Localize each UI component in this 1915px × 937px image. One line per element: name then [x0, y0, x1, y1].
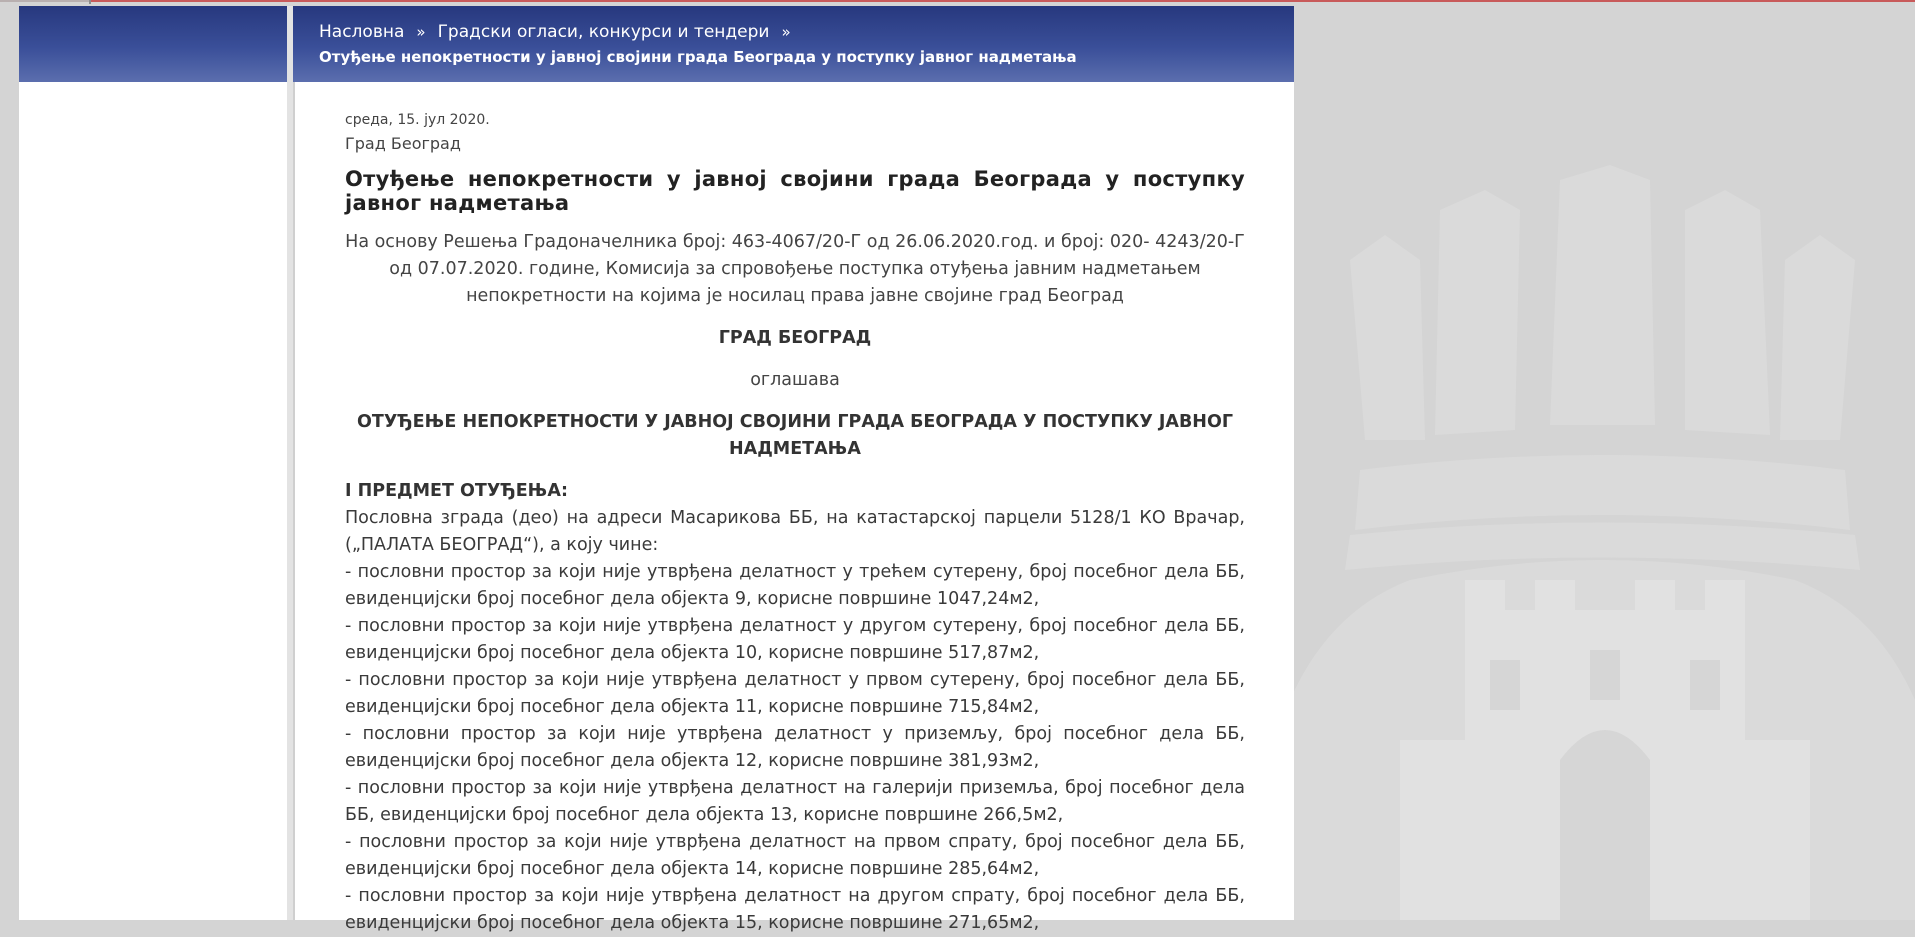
article-date: среда, 15. јул 2020. [345, 112, 490, 128]
announcement-heading: ОТУЂЕЊЕ НЕПОКРЕТНОСТИ У ЈАВНОЈ СВОЈИНИ ГРАДА БЕОГРАДА У ПОСТУПКУ ЈАВНОГ НАДМЕТАЊА [357, 412, 1233, 459]
breadcrumb-category-link[interactable]: Градски огласи, конкурси и тендери [437, 22, 770, 42]
article [345, 110, 1245, 937]
issuer-heading: ГРАД БЕОГРАД [718, 328, 872, 348]
top-tick [89, 0, 91, 4]
breadcrumb-current: Отуђење непокретности у јавној својини града Београда у поступку јавног надметања [319, 48, 1077, 66]
page-title: Отуђење непокретности у јавној својини града Београда у поступку јавног надметања [345, 167, 1245, 215]
list-item: - пословни простор за који није утврђена делатност у трећем сутерену, број посебног дела ББ, евиденцијски број посебног дела објекта 9, корисне површине 1047,24м2, [345, 562, 1245, 609]
sidebar-header-band [19, 6, 287, 82]
announces-text: оглашава [750, 370, 840, 390]
list-item: - пословни простор за који није утврђена делатност у приземљу, број посебног дела ББ, евиденцијски број посебног дела објекта 12, корисне површине 381,93м2, [345, 724, 1245, 771]
breadcrumb-header [293, 6, 1294, 82]
list-item: - пословни простор за који није утврђена делатност на галерији приземља, број посебног дела ББ, евиденцијски број посебног дела објекта 13, корисне површине 266,5м2, [345, 778, 1245, 825]
section-title: I ПРЕДМЕТ ОТУЂЕЊА: [345, 481, 568, 501]
top-border [0, 0, 1915, 2]
breadcrumb [319, 22, 803, 42]
list-item: - пословни простор за који није утврђена делатност на другом спрату, број посебног дела ББ, евиденцијски број посебног дела објекта 15, корисне површине 271,65м2, [345, 886, 1245, 933]
list-item: - пословни простор за који није утврђена делатност у другом сутерену, број посебног дела ББ, евиденцијски број посебног дела објекта 10, корисне површине 517,87м2, [345, 616, 1245, 663]
left-sidebar [19, 6, 287, 920]
top-accent-line [90, 0, 1915, 2]
breadcrumb-home-link[interactable]: Насловна [319, 22, 405, 42]
list-item: - пословни простор за који није утврђена делатност на првом спрату, број посебног дела ББ, евиденцијски број посебног дела објекта 14, корисне површине 285,64м2, [345, 832, 1245, 879]
list-item: - пословни простор за који није утврђена делатност у првом сутерену, број посебног дела ББ, евиденцијски број посебног дела објекта 11, корисне површине 715,84м2, [345, 670, 1245, 717]
breadcrumb-separator: » [416, 23, 426, 41]
breadcrumb-separator: » [781, 23, 791, 41]
section-intro: Пословна зграда (део) на адреси Масарикова ББ, на катастарској парцели 5128/1 КО Врачар, („ПАЛАТА БЕОГРАД“), а коју чине: [345, 508, 1245, 555]
article-intro: На основу Решења Градоначелника број: 463-4067/20-Г од 26.06.2020.год. и број: 020- 4243/20-Г од 07.07.2020. године, Комисија за спровођење поступка отуђења јавним надметањем непокретности на којима је носилац права јавне својине град Београд [345, 232, 1245, 306]
article-organization: Град Београд [345, 134, 461, 153]
city-emblem-watermark-icon [1290, 140, 1915, 920]
